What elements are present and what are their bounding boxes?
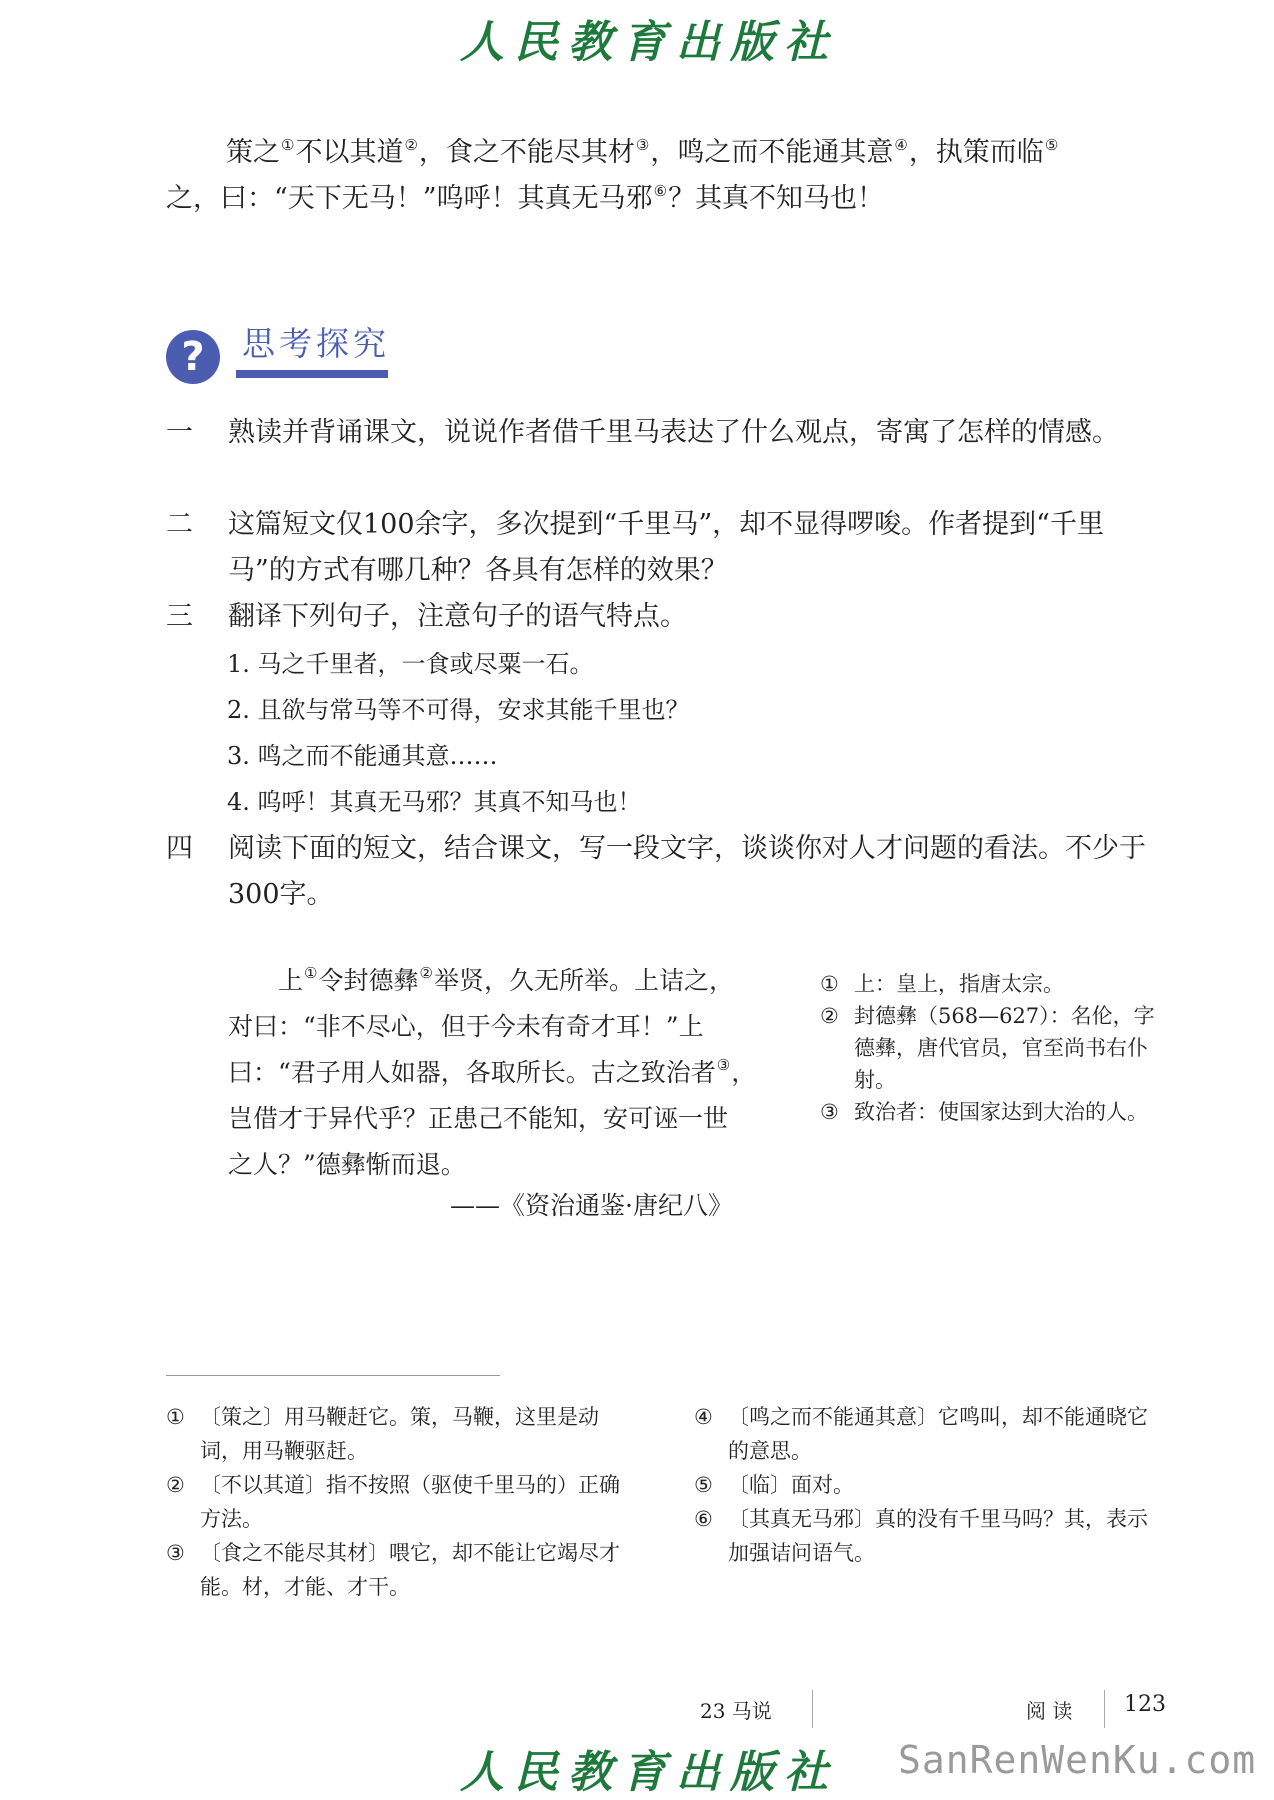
section-label: 阅 读 xyxy=(1026,1699,1073,1723)
note-mark: ③ xyxy=(820,1100,839,1124)
footnote-text: 〔策之〕用马鞭赶它。策，马鞭，这里是动词，用马鞭驱赶。 xyxy=(200,1405,599,1463)
sentence-item: 1. 马之千里者，一食或尽粟一石。 xyxy=(227,650,594,678)
text-run: 上 xyxy=(278,966,304,995)
question-4 xyxy=(166,826,1166,918)
footnote-ref: ① xyxy=(281,136,295,154)
question-text: 熟读并背诵课文，说说作者借千里马表达了什么观点，寄寓了怎样的情感。 xyxy=(228,417,1119,448)
text-run: ，鸣之而不能通其意 xyxy=(650,137,894,168)
note-text: 致治者：使国家达到大治的人。 xyxy=(854,1100,1148,1124)
footnote xyxy=(694,1502,1164,1570)
question-1 xyxy=(166,410,1166,456)
footnote-mark: ④ xyxy=(694,1405,713,1429)
question-2 xyxy=(166,502,1166,594)
footnote-text: 〔临〕面对。 xyxy=(728,1473,854,1497)
footnote-ref: ④ xyxy=(894,136,908,154)
watermark: SanRenWenKu.com xyxy=(898,1738,1257,1782)
footer-divider xyxy=(1104,1690,1105,1728)
footnote xyxy=(166,1400,636,1468)
text-run: ，食之不能尽其材 xyxy=(418,137,635,168)
text-run: 令封德彝 xyxy=(318,966,419,995)
side-notes xyxy=(820,968,1170,1128)
reading-line xyxy=(228,958,758,1004)
publisher-logo: 人民教育出版社 xyxy=(460,17,838,68)
note-mark: ② xyxy=(820,1004,839,1028)
footnote-text: 〔不以其道〕指不按照（驱使千里马的）正确方法。 xyxy=(200,1473,620,1531)
reading-line: 之人？”德彝惭而退。 xyxy=(228,1150,466,1179)
publisher-logo-footer: 人民教育出版社 xyxy=(460,1747,838,1798)
footnote xyxy=(694,1400,1164,1468)
footnote-ref: ② xyxy=(404,136,418,154)
note-mark: ① xyxy=(820,972,839,996)
question-mark-icon: ? xyxy=(166,330,220,384)
note-text: 封德彝（568—627）：名伦，字德彝，唐代官员，官至尚书右仆射。 xyxy=(854,1004,1155,1092)
section-title-underline xyxy=(236,370,388,378)
footnote xyxy=(166,1536,636,1604)
footnote-ref: ① xyxy=(304,964,318,982)
footnote-divider xyxy=(166,1375,500,1376)
note-text: 上：皇上，指唐太宗。 xyxy=(854,972,1064,996)
footnote-mark: ⑥ xyxy=(694,1507,713,1531)
question-text: 这篇短文仅100余字，多次提到“千里马”，却不显得啰唆。作者提到“千里马”的方式有哪几种？各具有怎样的效果？ xyxy=(228,509,1104,586)
footnote-text: 〔鸣之而不能通其意〕它鸣叫，却不能通晓它的意思。 xyxy=(728,1405,1148,1463)
side-note xyxy=(820,1096,1170,1128)
question-3 xyxy=(166,594,1166,640)
footnote-mark: ① xyxy=(166,1405,185,1429)
footnote-ref: ③ xyxy=(635,136,650,154)
footnote-mark: ⑤ xyxy=(694,1473,713,1497)
sentence-item: 3. 鸣之而不能通其意…… xyxy=(227,742,498,770)
text-run: 举贤，久无所举。上诘之， xyxy=(433,966,734,995)
footnote xyxy=(166,1468,636,1536)
passage-line-1 xyxy=(166,130,1166,176)
passage-line-2 xyxy=(166,176,1166,222)
question-number: 一 xyxy=(166,417,193,448)
sentence-item: 4. 呜呼！其真无马邪？其真不知马也！ xyxy=(227,788,642,816)
question-number: 三 xyxy=(166,601,193,632)
footnote xyxy=(694,1468,1164,1502)
question-text: 翻译下列句子，注意句子的语气特点。 xyxy=(228,601,687,632)
text-run: ， xyxy=(731,1058,757,1087)
footnote-text: 〔其真无马邪〕真的没有千里马吗？其，表示加强诘问语气。 xyxy=(728,1507,1148,1565)
side-note xyxy=(820,1000,1170,1096)
reading-line: 对曰：“非不尽心，但于今未有奇才耳！”上 xyxy=(228,1012,704,1041)
page-number: 123 xyxy=(1124,1692,1166,1717)
footnote-ref: ⑥ xyxy=(653,182,668,200)
side-note xyxy=(820,968,1170,1000)
reading-line: 岂借才于异代乎？正患己不能知，安可诬一世 xyxy=(228,1104,729,1133)
text-run: ，执策而临 xyxy=(908,137,1044,168)
text-run: ？其真不知马也！ xyxy=(668,183,885,214)
text-run: 不以其道 xyxy=(295,137,404,168)
text-run: 策之 xyxy=(226,137,280,168)
question-number: 二 xyxy=(166,509,193,540)
footnote-mark: ② xyxy=(166,1473,185,1497)
section-title: 思考探究 xyxy=(242,324,390,363)
text-run: 曰：“君子用人如器，各取所长。古之致治者 xyxy=(228,1058,716,1087)
footnote-text: 〔食之不能尽其材〕喂它，却不能让它竭尽才能。材，才能、才干。 xyxy=(200,1541,620,1599)
reading-line xyxy=(228,1050,758,1096)
footnotes-left xyxy=(166,1400,636,1604)
footnote-ref: ② xyxy=(419,964,433,982)
reading-passage xyxy=(228,958,758,1188)
lesson-label: 23 马说 xyxy=(700,1699,772,1723)
reading-source: ——《资治通鉴·唐纪八》 xyxy=(450,1191,733,1220)
footnote-ref: ⑤ xyxy=(1044,136,1059,154)
footer-divider xyxy=(812,1690,813,1728)
passage-text xyxy=(166,130,1166,222)
footnote-mark: ③ xyxy=(166,1541,185,1565)
text-run: 之，曰：“天下无马！”呜呼！其真无马邪 xyxy=(166,183,653,214)
footnote-ref: ③ xyxy=(716,1056,731,1074)
question-number: 四 xyxy=(166,833,193,864)
question-text: 阅读下面的短文，结合课文，写一段文字，谈谈你对人才问题的看法。不少于300字。 xyxy=(228,833,1146,910)
sentence-item: 2. 且欲与常马等不可得，安求其能千里也？ xyxy=(227,696,690,724)
footnotes-right xyxy=(694,1400,1164,1570)
